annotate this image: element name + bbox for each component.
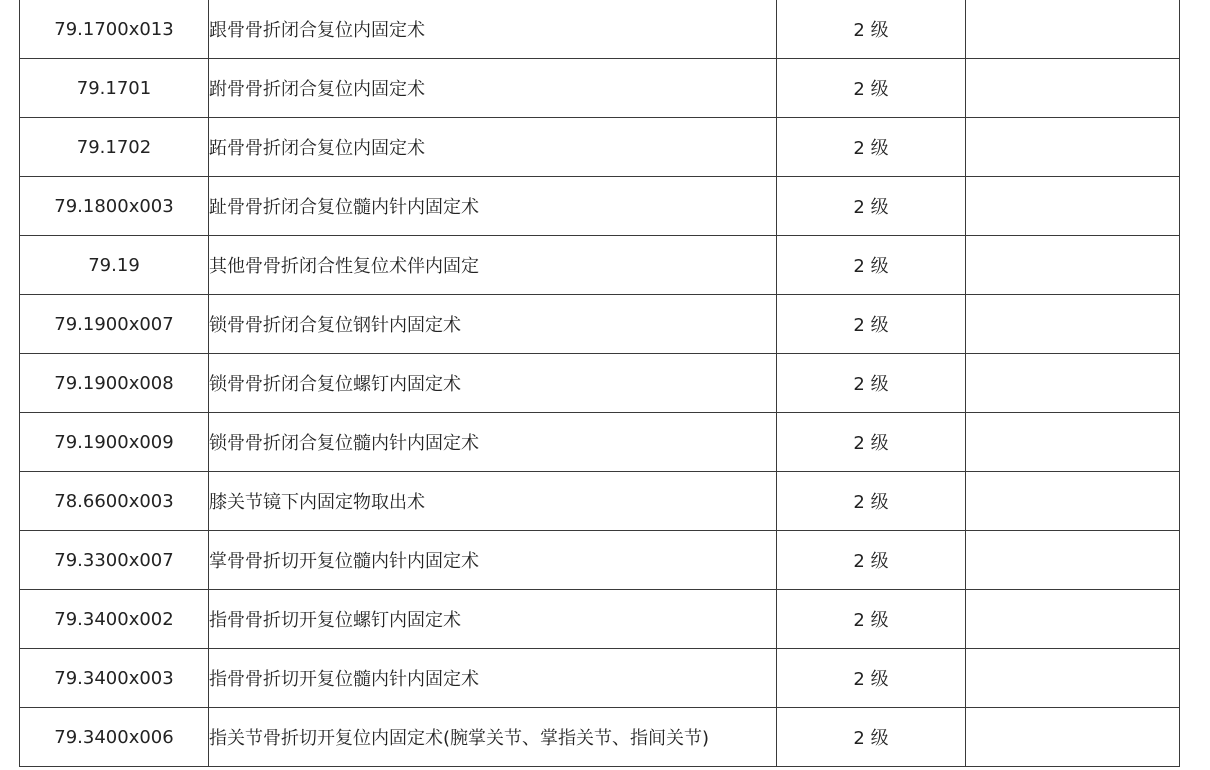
- procedure-code-cell: 79.3400x002: [20, 590, 209, 649]
- procedure-code-cell: 79.3400x006: [20, 708, 209, 767]
- procedure-code-cell: 79.19: [20, 236, 209, 295]
- table-row: [20, 472, 1180, 531]
- table-row: [20, 708, 1180, 767]
- procedure-name-cell: 跟骨骨折闭合复位内固定术: [209, 0, 777, 59]
- procedure-code-cell: 79.1900x009: [20, 413, 209, 472]
- procedure-name-cell: 锁骨骨折闭合复位髓内针内固定术: [209, 413, 777, 472]
- table-row: [20, 354, 1180, 413]
- procedure-name-cell: 指关节骨折切开复位内固定术(腕掌关节、掌指关节、指间关节): [209, 708, 777, 767]
- table-row: [20, 236, 1180, 295]
- table-row: [20, 531, 1180, 590]
- procedure-code-cell: 79.1702: [20, 118, 209, 177]
- procedure-name-cell: 膝关节镜下内固定物取出术: [209, 472, 777, 531]
- table-row: [20, 59, 1180, 118]
- table-row: [20, 118, 1180, 177]
- procedure-code-cell: 79.1700x013: [20, 0, 209, 59]
- procedure-code-cell: 79.1900x008: [20, 354, 209, 413]
- procedure-table-body: [20, 0, 1180, 767]
- table-row: [20, 177, 1180, 236]
- procedure-name-cell: 掌骨骨折切开复位髓内针内固定术: [209, 531, 777, 590]
- procedure-name-cell: 锁骨骨折闭合复位螺钉内固定术: [209, 354, 777, 413]
- procedure-name-cell: 锁骨骨折闭合复位钢针内固定术: [209, 295, 777, 354]
- procedure-note-cell: [966, 118, 1180, 177]
- procedure-code-cell: 79.3300x007: [20, 531, 209, 590]
- procedure-level-cell: 2 级: [777, 295, 966, 354]
- procedure-level-cell: 2 级: [777, 590, 966, 649]
- procedure-level-cell: 2 级: [777, 708, 966, 767]
- procedure-code-cell: 78.6600x003: [20, 472, 209, 531]
- table-row: [20, 0, 1180, 59]
- procedure-level-cell: 2 级: [777, 531, 966, 590]
- procedure-note-cell: [966, 354, 1180, 413]
- procedure-level-cell: 2 级: [777, 354, 966, 413]
- procedure-name-cell: 指骨骨折切开复位螺钉内固定术: [209, 590, 777, 649]
- table-row: [20, 590, 1180, 649]
- procedure-name-cell: 跗骨骨折闭合复位内固定术: [209, 59, 777, 118]
- procedure-table: [19, 0, 1180, 767]
- table-row: [20, 295, 1180, 354]
- procedure-note-cell: [966, 295, 1180, 354]
- procedure-level-cell: 2 级: [777, 118, 966, 177]
- procedure-code-cell: 79.1701: [20, 59, 209, 118]
- procedure-note-cell: [966, 236, 1180, 295]
- procedure-note-cell: [966, 472, 1180, 531]
- procedure-level-cell: 2 级: [777, 413, 966, 472]
- procedure-code-cell: 79.3400x003: [20, 649, 209, 708]
- procedure-level-cell: 2 级: [777, 0, 966, 59]
- procedure-code-cell: 79.1900x007: [20, 295, 209, 354]
- procedure-note-cell: [966, 59, 1180, 118]
- procedure-note-cell: [966, 413, 1180, 472]
- procedure-name-cell: 其他骨骨折闭合性复位术伴内固定: [209, 236, 777, 295]
- procedure-level-cell: 2 级: [777, 236, 966, 295]
- procedure-note-cell: [966, 649, 1180, 708]
- procedure-code-cell: 79.1800x003: [20, 177, 209, 236]
- table-row: [20, 649, 1180, 708]
- procedure-note-cell: [966, 177, 1180, 236]
- procedure-level-cell: 2 级: [777, 177, 966, 236]
- procedure-note-cell: [966, 708, 1180, 767]
- procedure-level-cell: 2 级: [777, 472, 966, 531]
- procedure-level-cell: 2 级: [777, 649, 966, 708]
- procedure-note-cell: [966, 531, 1180, 590]
- procedure-level-cell: 2 级: [777, 59, 966, 118]
- procedure-note-cell: [966, 590, 1180, 649]
- table-row: [20, 413, 1180, 472]
- procedure-name-cell: 指骨骨折切开复位髓内针内固定术: [209, 649, 777, 708]
- procedure-note-cell: [966, 0, 1180, 59]
- procedure-name-cell: 跖骨骨折闭合复位内固定术: [209, 118, 777, 177]
- procedure-name-cell: 趾骨骨折闭合复位髓内针内固定术: [209, 177, 777, 236]
